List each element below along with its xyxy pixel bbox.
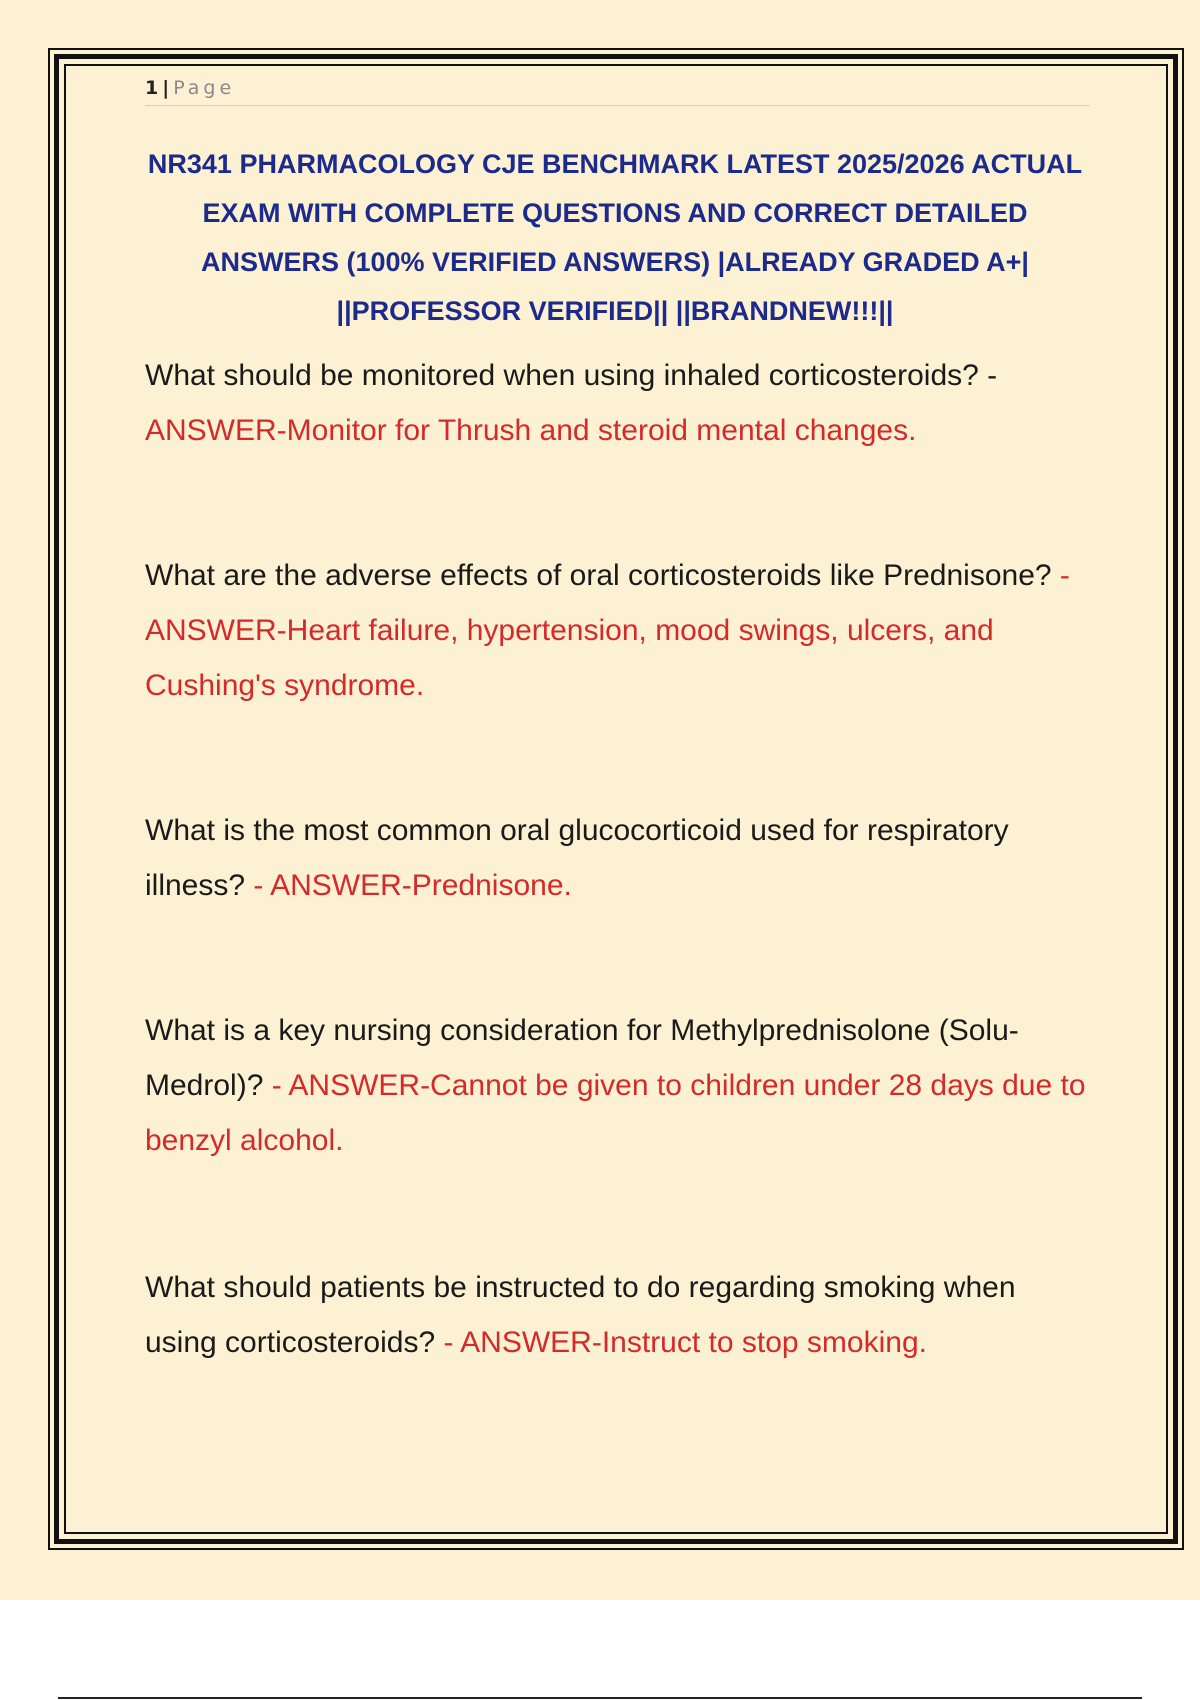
page-label: Page: [173, 77, 236, 99]
question-text: What should patients be instructed to do regarding smoking when using corticosteroids?: [145, 1271, 1016, 1359]
footer-divider: [58, 1697, 1142, 1699]
page-number: 1: [145, 77, 159, 99]
answer-text: ANSWER-Monitor for Thrush and steroid mental changes.: [145, 414, 917, 447]
qa-item: [145, 548, 1090, 713]
qa-item: [145, 803, 1090, 913]
answer-text: - ANSWER-Heart failure, hypertension, mood swings, ulcers, and Cushing's syndrome.: [145, 559, 1070, 702]
question-text: What should be monitored when using inhaled corticosteroids? -: [145, 359, 998, 392]
question-text: What is a key nursing consideration for Methylprednisolone (Solu-Medrol)?: [145, 1014, 1019, 1102]
question-text: What are the adverse effects of oral corticosteroids like Prednisone?: [145, 559, 1052, 592]
qa-item: [145, 348, 1090, 458]
qa-item: [145, 1003, 1090, 1168]
qa-item: [145, 1260, 1090, 1370]
page-header: [145, 74, 1090, 106]
answer-text: - ANSWER-Instruct to stop smoking.: [443, 1326, 927, 1359]
page-separator: |: [162, 77, 170, 99]
answer-text: - ANSWER-Cannot be given to children under 28 days due to benzyl alcohol.: [145, 1069, 1086, 1157]
question-text: What is the most common oral glucocorticoid used for respiratory illness?: [145, 814, 1009, 902]
answer-text: - ANSWER-Prednisone.: [253, 869, 572, 902]
document-title: NR341 PHARMACOLOGY CJE BENCHMARK LATEST 2025/2026 ACTUAL EXAM WITH COMPLETE QUESTIONS AND CORRECT DETAILED ANSWERS (100% VERIFIED ANSWERS) |ALREADY GRADED A+| ||PROFESSOR VERIFIED|| ||BRANDNEW!!!||: [147, 149, 1083, 326]
